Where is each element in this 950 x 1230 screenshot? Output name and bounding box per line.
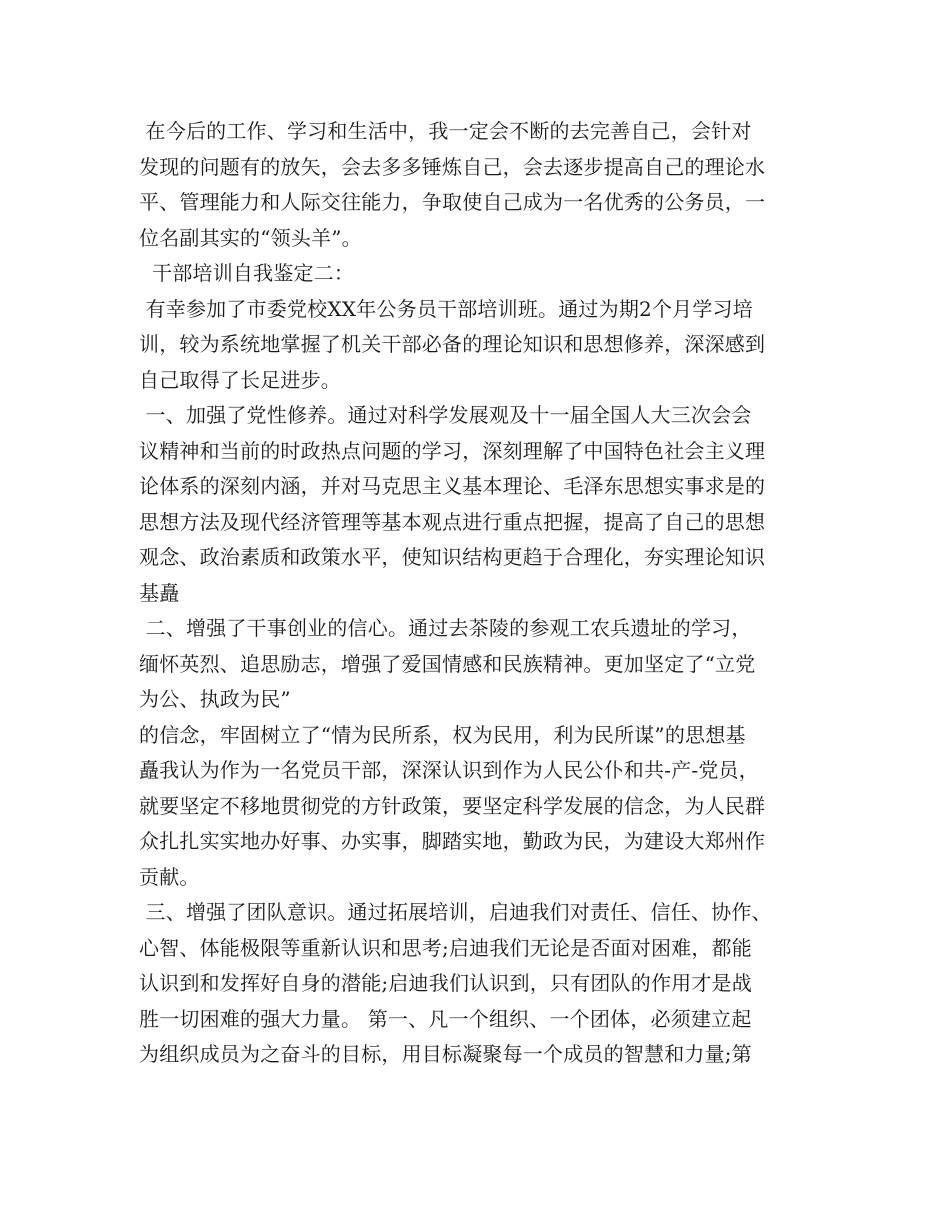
text-line: 平、管理能力和人际交往能力，争取使自己成为一名优秀的公务员，一 — [139, 190, 766, 214]
text-line: 在今后的工作、学习和生活中，我一定会不断的去完善自己，会针对 — [139, 119, 752, 143]
text-line: 的信念，牢固树立了“情为民所系，权为民用，利为民所谋”的思想基 — [139, 722, 746, 747]
text-line: 缅怀英烈、追思励志，增强了爱国情感和民族精神。更加坚定了“立党 — [139, 651, 756, 676]
text-line: 发现的问题有的放矢，会去多多锤炼自己，会去逐步提高自己的理论水 — [139, 154, 766, 179]
text-line: 三、增强了团队意识。通过拓展培训，启迪我们对责任、信任、协作、 — [139, 900, 772, 924]
text-line: 自己取得了长足进步。 — [139, 367, 341, 392]
text-line: 认识到和发挥好自身的潜能;启迪我们认识到，只有团队的作用才是战 — [139, 971, 752, 995]
text-line: 位名副其实的“领头羊”。 — [139, 225, 362, 250]
text-line: 议精神和当前的时政热点问题的学习，深刻理解了中国特色社会主义理 — [139, 438, 766, 463]
text-line: 论体系的深刻内涵，并对马克思主义基本理论、毛泽东思想实事求是的 — [139, 474, 766, 498]
text-line: 众扎扎实实地办好事、办实事，脚踏实地，勤政为民，为建设大郑州作 — [139, 829, 766, 853]
text-line: 矗我认为作为一名党员干部，深深认识到作为人民公仆和共-产-党员， — [139, 758, 759, 782]
text-line: 训，较为系统地掌握了机关干部必备的理论知识和思想修养，深深感到 — [139, 332, 766, 356]
text-line: 基矗 — [139, 580, 180, 605]
text-line: 思想方法及现代经济管理等基本观点进行重点把握，提高了自己的思想 — [139, 509, 766, 534]
text-line: 一、加强了党性修养。通过对科学发展观及十一届全国人大三次会会 — [139, 403, 752, 427]
text-line: 有幸参加了市委党校XX年公务员干部培训班。通过为期2个月学习培 — [139, 296, 753, 321]
text-line: 贡献。 — [139, 864, 200, 889]
section-heading: 干部培训自我鉴定二： — [139, 261, 355, 285]
text-line: 就要坚定不移地贯彻党的方针政策，要坚定科学发展的信念，为人民群 — [139, 793, 766, 818]
text-line: 胜一切困难的强大力量。 第一、凡一个组织、一个团体，必须建立起 — [139, 1006, 752, 1031]
text-line: 观念、政治素质和政策水平，使知识结构更趋于合理化，夯实理论知识 — [139, 545, 766, 569]
text-line: 为组织成员为之奋斗的目标，用目标凝聚每一个成员的智慧和力量;第 — [139, 1042, 752, 1066]
text-line: 为公、执政为民” — [139, 687, 291, 711]
text-line: 心智、体能极限等重新认识和思考;启迪我们无论是否面对困难，都能 — [139, 935, 752, 960]
text-line: 二、增强了干事创业的信心。通过去茶陵的参观工农兵遗址的学习， — [139, 616, 752, 640]
document-body — [139, 114, 819, 1073]
